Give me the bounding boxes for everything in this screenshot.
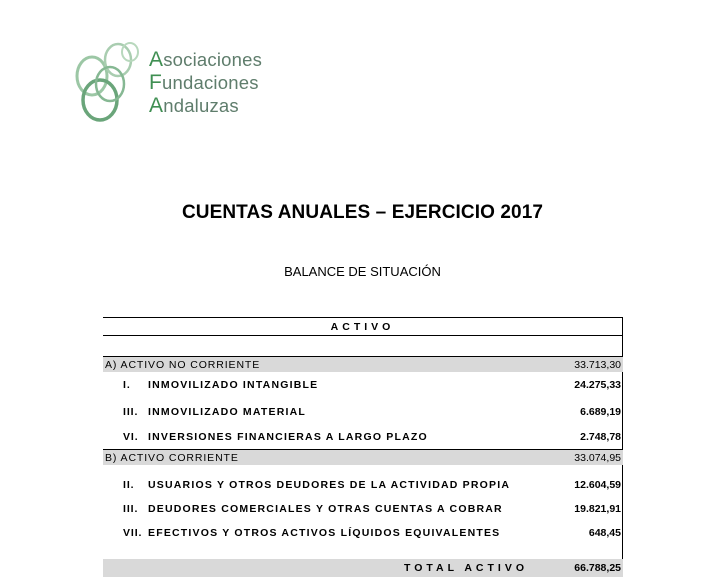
row-amount: 24.275,33	[574, 379, 621, 391]
table-row	[103, 501, 623, 517]
row-numeral: VI.	[123, 431, 139, 443]
row-numeral: II.	[123, 479, 135, 491]
row-label: USUARIOS Y OTROS DEUDORES DE LA ACTIVIDAD PROPIA	[148, 479, 511, 491]
section-amount: 33.074,95	[574, 452, 621, 464]
row-label: INMOVILIZADO MATERIAL	[148, 406, 306, 418]
document-subtitle: BALANCE DE SITUACIÓN	[284, 264, 441, 279]
section-label: B) ACTIVO CORRIENTE	[105, 452, 239, 464]
logo-line-1: Asociaciones	[149, 48, 263, 71]
header-divider	[103, 335, 623, 336]
row-numeral: I.	[123, 379, 131, 391]
row-numeral: III.	[123, 406, 139, 418]
row-amount: 2.748,78	[580, 431, 621, 443]
row-label: EFECTIVOS Y OTROS ACTIVOS LÍQUIDOS EQUIVALENTES	[148, 527, 501, 539]
total-label: TOTAL ACTIVO	[403, 562, 528, 574]
total-amount: 66.788,25	[574, 562, 621, 574]
row-amount: 648,45	[588, 527, 621, 539]
table-row	[103, 477, 623, 493]
row-numeral: III.	[123, 503, 139, 515]
row-label: INVERSIONES FINANCIERAS A LARGO PLAZO	[148, 431, 428, 443]
logo-rings-icon	[72, 38, 152, 128]
row-amount: 12.604,59	[574, 479, 621, 491]
table-header: ACTIVO	[103, 317, 623, 335]
table-row	[103, 377, 623, 393]
row-numeral: VII.	[123, 527, 143, 539]
row-amount: 19.821,91	[574, 503, 621, 515]
logo-line-2: Fundaciones	[149, 71, 259, 94]
logo-line-3: Andaluzas	[149, 94, 239, 117]
row-label: INMOVILIZADO INTANGIBLE	[148, 379, 319, 391]
section-amount: 33.713,30	[574, 359, 621, 371]
table-row	[103, 525, 623, 541]
table-row	[103, 404, 623, 420]
row-amount: 6.689,19	[580, 406, 621, 418]
section-row-b	[103, 449, 623, 465]
section-row-a	[103, 356, 623, 372]
document-title: CUENTAS ANUALES – EJERCICIO 2017	[181, 202, 544, 223]
row-label: DEUDORES COMERCIALES Y OTRAS CUENTAS A COBRAR	[148, 503, 503, 515]
total-row	[103, 559, 623, 577]
table-row	[103, 429, 623, 445]
section-label: A) ACTIVO NO CORRIENTE	[105, 359, 261, 371]
logo-text	[149, 48, 262, 117]
